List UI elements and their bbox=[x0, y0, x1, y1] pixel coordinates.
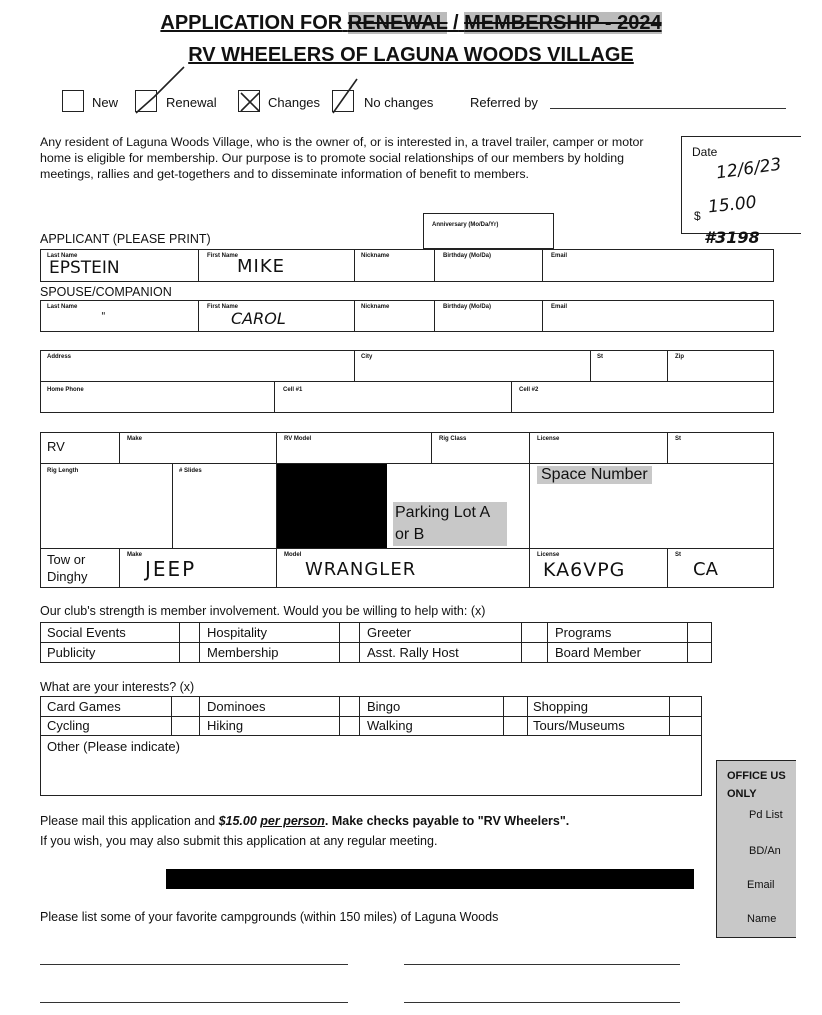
campground-line-3[interactable] bbox=[40, 990, 348, 1003]
tow-license-label: License bbox=[537, 552, 560, 558]
interests-question: What are your interests? (x) bbox=[40, 680, 195, 694]
new-checkbox[interactable] bbox=[62, 90, 84, 112]
rig-row bbox=[40, 463, 774, 549]
city-label: City bbox=[361, 354, 373, 360]
parking-label: Parking Lot A or B bbox=[393, 502, 507, 546]
interest-walking: Walking bbox=[367, 718, 413, 733]
last-name-label: Last Name bbox=[47, 253, 78, 259]
no-changes-label: No changes bbox=[364, 95, 434, 110]
birthday-label: Birthday (Mo/Da) bbox=[443, 253, 491, 259]
cell2-label: Cell #2 bbox=[519, 387, 539, 393]
rv-make-label: Make bbox=[127, 436, 143, 442]
applicant-section-label: APPLICANT (PLEASE PRINT) bbox=[40, 232, 211, 246]
rv-st-label: St bbox=[675, 436, 681, 442]
volunteer-greeter: Greeter bbox=[367, 625, 412, 640]
applicant-row bbox=[40, 249, 774, 282]
spouse-last-name-value[interactable]: " bbox=[101, 311, 106, 322]
spouse-nickname-label: Nickname bbox=[361, 304, 390, 310]
last-name-value[interactable]: EPSTEIN bbox=[49, 258, 120, 278]
office-bd-an: BD/An bbox=[749, 845, 781, 857]
nickname-label: Nickname bbox=[361, 253, 390, 259]
slides-label: # Slides bbox=[179, 468, 202, 474]
tow-make-value[interactable]: JEEP bbox=[145, 557, 197, 581]
volunteer-social-events: Social Events bbox=[47, 625, 126, 640]
volunteer-publicity: Publicity bbox=[47, 645, 96, 660]
interest-cycling: Cycling bbox=[47, 718, 90, 733]
phone-row bbox=[40, 381, 774, 413]
spouse-birthday-label: Birthday (Mo/Da) bbox=[443, 304, 491, 310]
redacted-block bbox=[277, 464, 387, 548]
changes-checkbox[interactable] bbox=[238, 90, 260, 112]
spouse-row bbox=[40, 300, 774, 332]
rig-length-label: Rig Length bbox=[47, 468, 79, 474]
volunteer-board-member: Board Member bbox=[555, 645, 641, 660]
date-box bbox=[681, 136, 801, 234]
referred-by-label: Referred by bbox=[470, 95, 538, 110]
campgrounds-prompt: Please list some of your favorite campgrounds (within 150 miles) of Laguna Woods bbox=[40, 910, 499, 924]
interest-hiking: Hiking bbox=[207, 718, 244, 733]
new-label: New bbox=[92, 95, 119, 110]
payment-amount: $15.00 bbox=[218, 814, 257, 828]
title-slash: / bbox=[453, 12, 459, 34]
address-label: Address bbox=[47, 354, 72, 360]
amount-symbol: $ bbox=[694, 209, 701, 223]
anniversary-box[interactable] bbox=[423, 213, 554, 249]
interest-shopping: Shopping bbox=[533, 699, 588, 714]
volunteer-checkbox-social-events[interactable] bbox=[178, 623, 196, 641]
zip-label: Zip bbox=[675, 354, 684, 360]
office-pd-list: Pd List bbox=[749, 809, 783, 821]
first-name-label: First Name bbox=[207, 253, 239, 259]
email-label: Email bbox=[551, 253, 568, 259]
volunteer-hospitality: Hospitality bbox=[207, 625, 267, 640]
office-email: Email bbox=[747, 879, 775, 891]
tow-label: Tow or Dinghy bbox=[47, 552, 88, 584]
office-use-box bbox=[716, 760, 796, 938]
cell1-label: Cell #1 bbox=[283, 387, 303, 393]
tow-make-label: Make bbox=[127, 552, 143, 558]
office-use-title: OFFICE US ONLY bbox=[727, 770, 786, 800]
spouse-last-name-label: Last Name bbox=[47, 304, 78, 310]
tow-license-value[interactable]: KA6VPG bbox=[543, 559, 626, 581]
tow-row bbox=[40, 548, 774, 588]
spouse-first-name-value[interactable]: CAROL bbox=[231, 309, 286, 328]
renewal-checkbox[interactable] bbox=[135, 90, 157, 112]
redacted-bar bbox=[166, 869, 694, 889]
home-phone-label: Home Phone bbox=[47, 387, 84, 393]
office-name: Name bbox=[747, 913, 777, 925]
renewal-label: Renewal bbox=[166, 95, 217, 110]
interest-card-games: Card Games bbox=[47, 699, 121, 714]
rig-class-label: Rig Class bbox=[439, 436, 467, 442]
volunteer-membership: Membership bbox=[207, 645, 279, 660]
volunteer-programs: Programs bbox=[555, 625, 612, 640]
rv-model-label: RV Model bbox=[284, 436, 312, 442]
spouse-first-name-label: First Name bbox=[207, 304, 239, 310]
rv-row bbox=[40, 432, 774, 464]
spouse-section-label: SPOUSE/COMPANION bbox=[40, 285, 172, 299]
tow-model-value[interactable]: WRANGLER bbox=[305, 559, 417, 580]
referred-by-line[interactable] bbox=[550, 96, 786, 109]
interests-grid bbox=[40, 696, 702, 796]
no-changes-checkbox[interactable] bbox=[332, 90, 354, 112]
title-prefix: APPLICATION FOR bbox=[160, 12, 343, 34]
intro-paragraph: Any resident of Laguna Woods Village, who is the owner of, or is interested in, a travel trailer, camper or motor home is eligible for membership. Our purpose is to promote social relationships of our members by holding meetings, rallies and get-togethers and to disseminate information of benefit to members. bbox=[40, 135, 644, 181]
rv-label: RV bbox=[47, 439, 65, 454]
campground-line-4[interactable] bbox=[404, 990, 680, 1003]
spouse-email-label: Email bbox=[551, 304, 568, 310]
interest-other-label: Other (Please indicate) bbox=[47, 739, 180, 754]
interest-bingo: Bingo bbox=[367, 699, 401, 714]
campground-line-2[interactable] bbox=[404, 952, 680, 965]
title-struck-renewal: RENEWAL bbox=[347, 12, 448, 34]
form-title bbox=[0, 12, 822, 35]
space-number-label: Space Number bbox=[537, 466, 652, 484]
check-number[interactable]: #3198 bbox=[704, 228, 760, 247]
changes-label: Changes bbox=[268, 95, 321, 110]
tow-model-label: Model bbox=[284, 552, 302, 558]
tow-st-label: St bbox=[675, 552, 681, 558]
state-label: St bbox=[597, 354, 603, 360]
payment-text-a: Please mail this application and bbox=[40, 814, 219, 828]
payment-per-person: per person bbox=[260, 814, 325, 828]
first-name-value[interactable]: MIKE bbox=[237, 256, 286, 277]
payment-text-b: . Make checks payable to "RV Wheelers". bbox=[324, 814, 570, 828]
date-value[interactable]: 12/6/23 bbox=[714, 154, 783, 184]
tow-st-value[interactable]: CA bbox=[693, 559, 718, 580]
interest-dominoes: Dominoes bbox=[207, 699, 266, 714]
address-row bbox=[40, 350, 774, 382]
volunteer-asst-rally-host: Asst. Rally Host bbox=[367, 645, 459, 660]
date-label: Date bbox=[692, 145, 718, 159]
volunteer-question: Our club's strength is member involvement. Would you be willing to help with: (x) bbox=[40, 604, 486, 618]
volunteer-grid bbox=[40, 622, 712, 663]
rv-license-label: License bbox=[537, 436, 560, 442]
title-struck-membership: MEMBERSHIP - 2024 bbox=[464, 12, 662, 34]
form-subtitle: RV WHEELERS OF LAGUNA WOODS VILLAGE bbox=[188, 44, 634, 66]
interest-tours-museums: Tours/Museums bbox=[533, 718, 625, 733]
campground-line-1[interactable] bbox=[40, 952, 348, 965]
x-mark-icon bbox=[239, 91, 261, 113]
payment-line-1 bbox=[40, 814, 569, 828]
amount-value[interactable]: 15.00 bbox=[707, 192, 758, 218]
anniversary-label: Anniversary (Mo/Da/Yr) bbox=[432, 222, 499, 228]
payment-line-2: If you wish, you may also submit this application at any regular meeting. bbox=[40, 834, 438, 848]
